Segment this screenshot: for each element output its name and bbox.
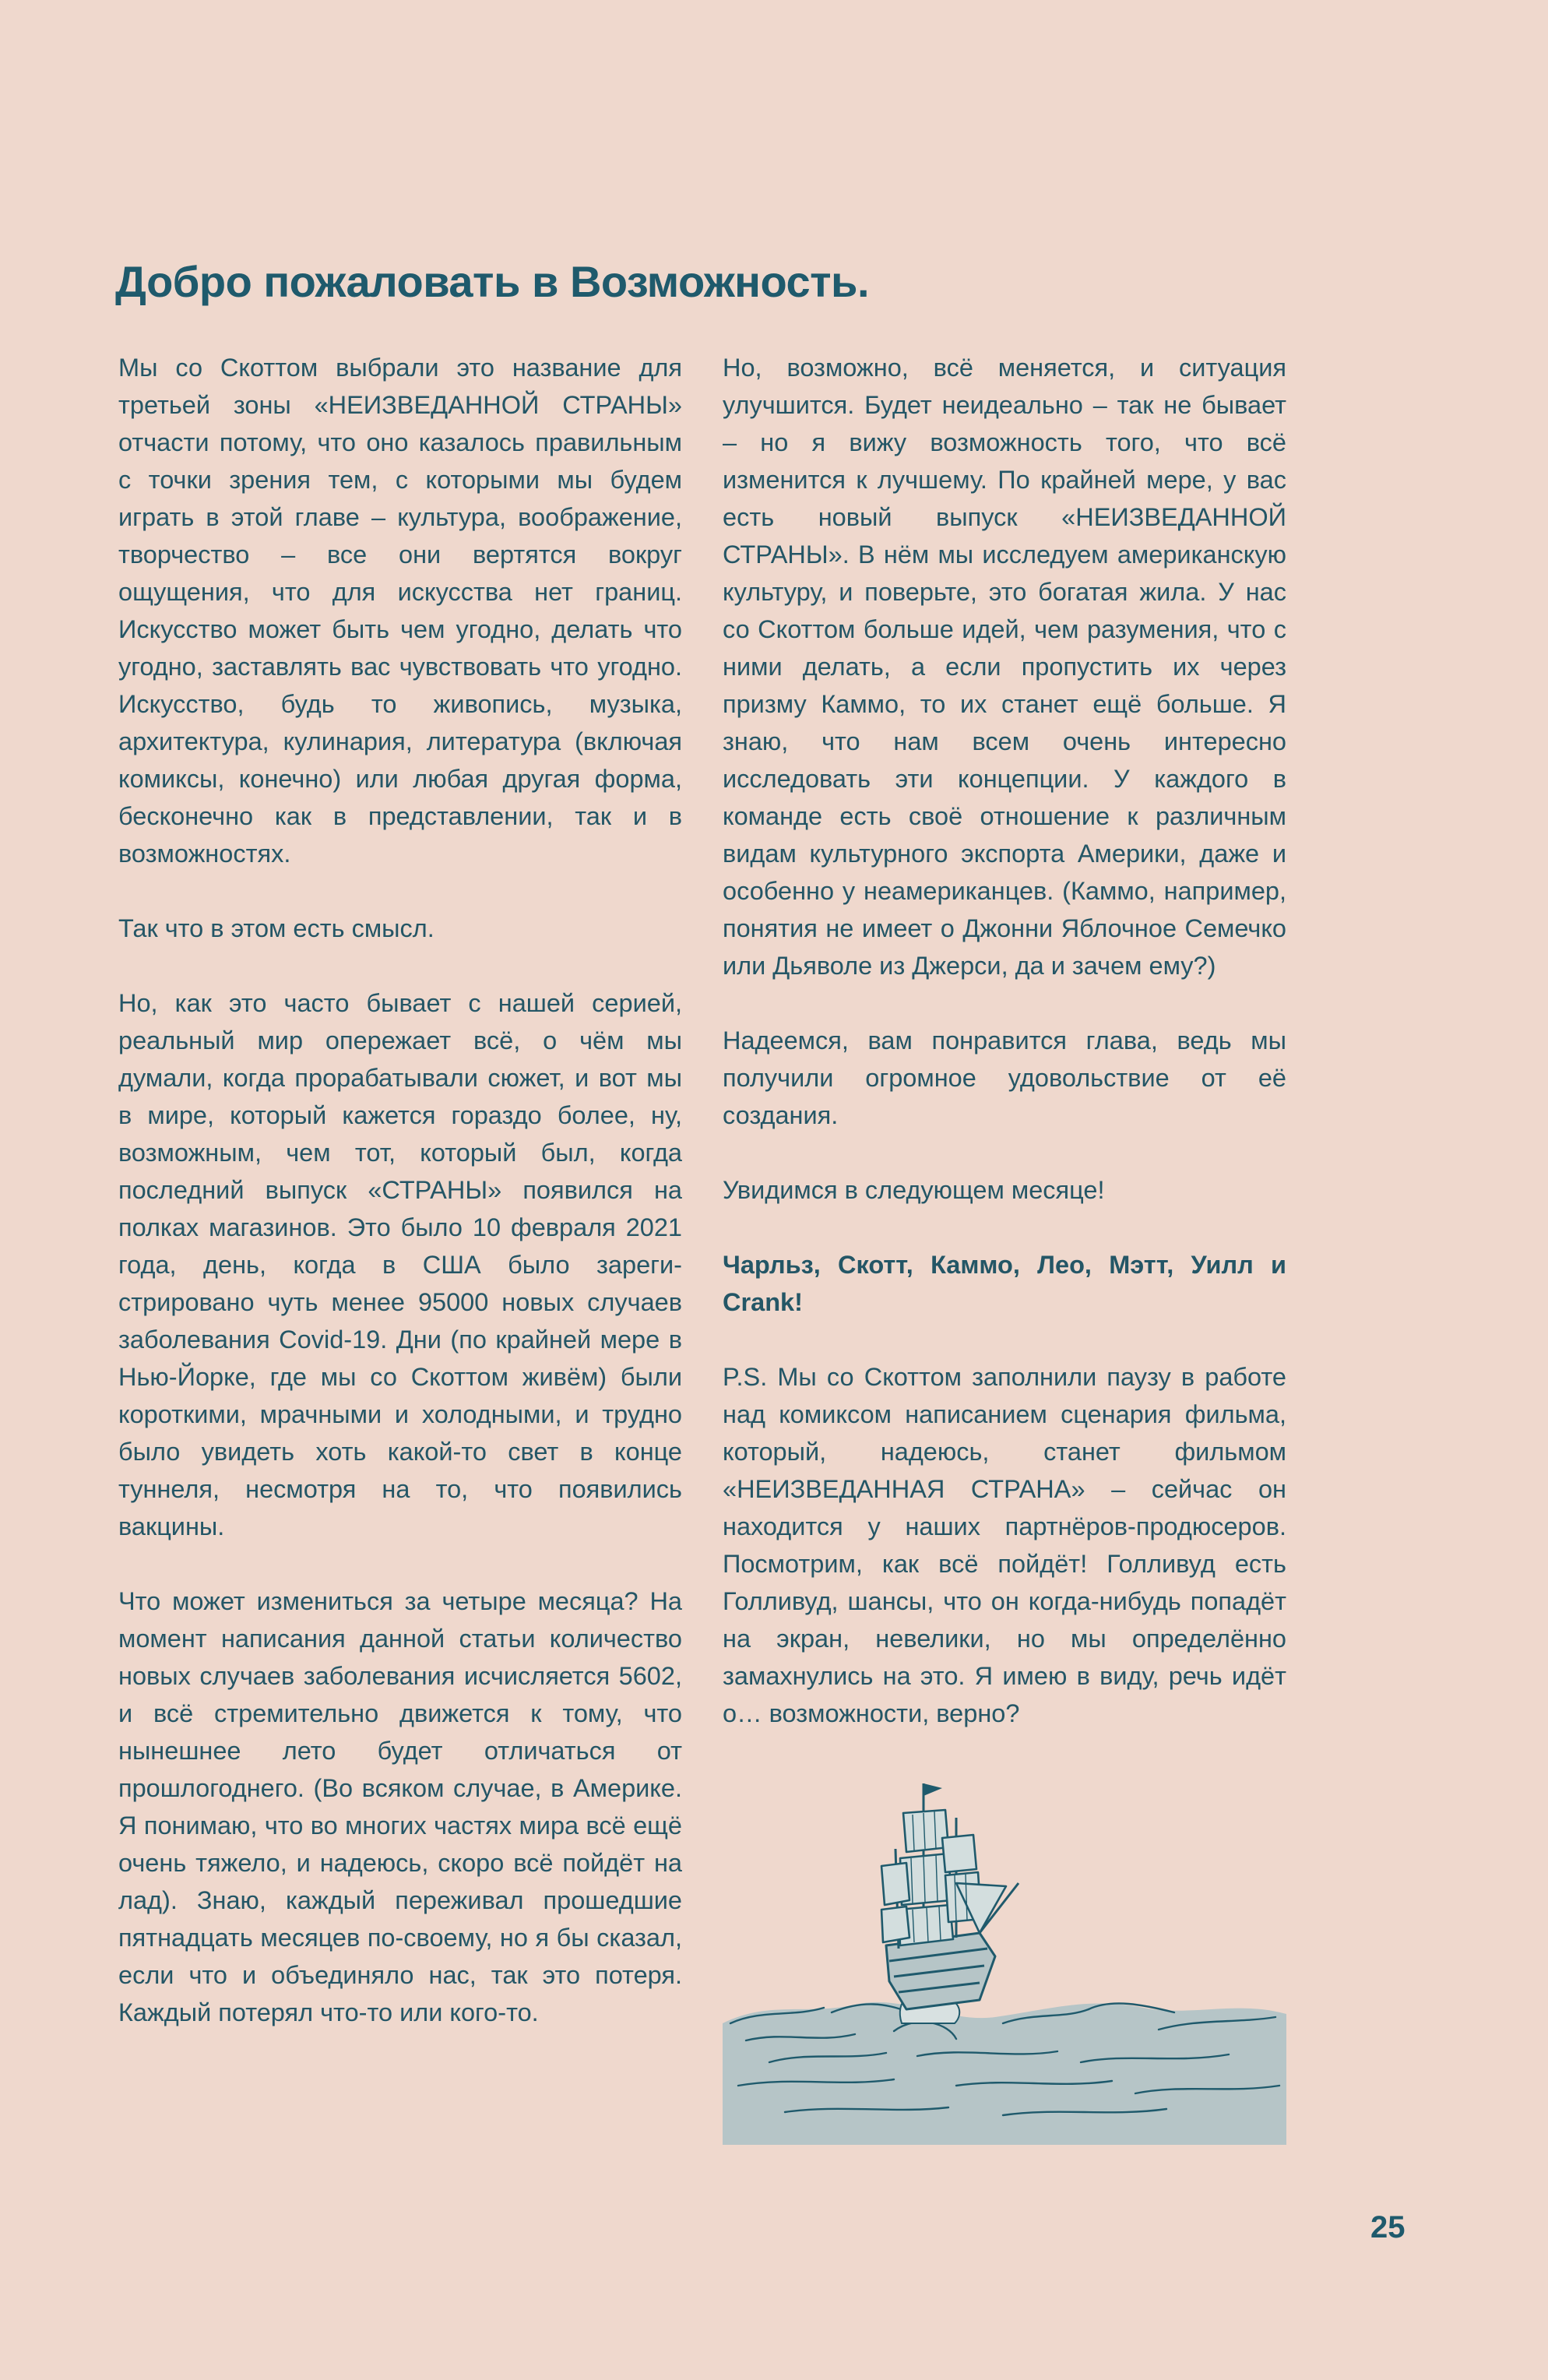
paragraph: Так что в этом есть смысл. [118, 914, 434, 942]
paragraph: Увидимся в следующем месяце! [723, 1176, 1105, 1204]
signature: Чарльз, Скотт, Каммо, Лео, Мэтт, Уилл и Crank! [723, 1251, 1286, 1316]
sailing-ship-illustration [723, 1766, 1286, 2145]
right-column [723, 349, 1286, 1769]
postscript: P.S. Мы со Скоттом заполнили паузу в работе над комиксом написанием сценария фильма, который, надеюсь, станет фильмом «НЕИЗВЕДАННАЯ СТРАНА» – сейчас он находится у наших партнёров-продюсеров. Посмотрим, как всё пойдёт! Голливуд есть Голливуд, шансы, что он когда-нибудь попадёт на экран, невелики, но мы определённо замахнулись на это. Я имею в виду, речь идёт о… возможности, верно? [723, 1363, 1286, 1727]
paragraph: Что может измениться за четыре месяца? На момент написания данной статьи количество новых случаев заболевания исчисляется 5602, и всё стремительно движется к тому, что нынешнее лето будет отличаться от прошлогоднего. (Во всяком случае, в Америке. Я понимаю, что во многих частях мира всё ещё очень тяжело, и надеюсь, скоро всё пойдёт на лад). Знаю, каждый переживал прошедшие пятнадцать месяцев по-своему, но я бы сказал, если что и объединяло нас, так это потеря. Каждый потерял что-то или кого-то. [118, 1587, 682, 2026]
paragraph: Надеемся, вам понравится глава, ведь мы получили огромное удовольствие от её создания. [723, 1026, 1286, 1129]
article-title: Добро пожаловать в Возможность. [115, 257, 869, 306]
left-column [118, 349, 682, 2068]
paragraph: Но, как это часто бывает с нашей серией, реальный мир опережает всё, о чём мы думали, когда прорабатывали сюжет, и вот мы в мире, который кажется гораздо более, ну, возможным, чем тот, который был, когда последний выпуск «СТРАНЫ» появился на полках магазинов. Это было 10 февраля 2021 года, день, когда в США было зарегистрировано чуть менее 95000 новых случаев заболевания Covid-19. Дни (по крайней мере в Нью-Йорке, где мы со Скоттом живём) были короткими, мрачными и холодными, и трудно было увидеть хоть какой-то свет в конце туннеля, несмотря на то, что появились вакцины. [118, 989, 682, 1540]
page-number: 25 [1370, 2210, 1406, 2244]
paragraph: Мы со Скоттом выбрали это название для третьей зоны «НЕИЗВЕДАННОЙ СТРАНЫ» отчасти потому, что оно казалось правильным с точки зрения тем, с которыми мы будем играть в этой главе – культура, воображение, творчество – все они вертятся вокруг ощущения, что для искусства нет границ. Искусство может быть чем угодно, делать что угодно, заставлять вас чувствовать что угодно. Искусство, будь то живопись, музыка, архитектура, кулинария, литература (включая комиксы, конечно) или любая другая форма, бесконечно как в представлении, так и в возможностях. [118, 354, 682, 868]
paragraph: Но, возможно, всё меняется, и ситуация улучшится. Будет неидеально – так не бывает – но я вижу возможность того, что всё изменится к лучшему. По крайней мере, у вас есть новый выпуск «НЕИЗВЕДАННОЙ СТРАНЫ». В нём мы исследуем американскую культуру, и поверьте, это богатая жила. У нас со Скоттом больше идей, чем разумения, что с ними делать, а если пропустить их через призму Каммо, то их станет ещё больше. Я знаю, что нам всем очень интересно исследовать эти концепции. У каждого в команде есть своё отношение к различным видам культурного экспорта Америки, даже и особенно у неамериканцев. (Каммо, например, понятия не имеет о Джонни Яблочное Семечко или Дьяволе из Джерси, да и зачем ему?) [723, 354, 1286, 980]
